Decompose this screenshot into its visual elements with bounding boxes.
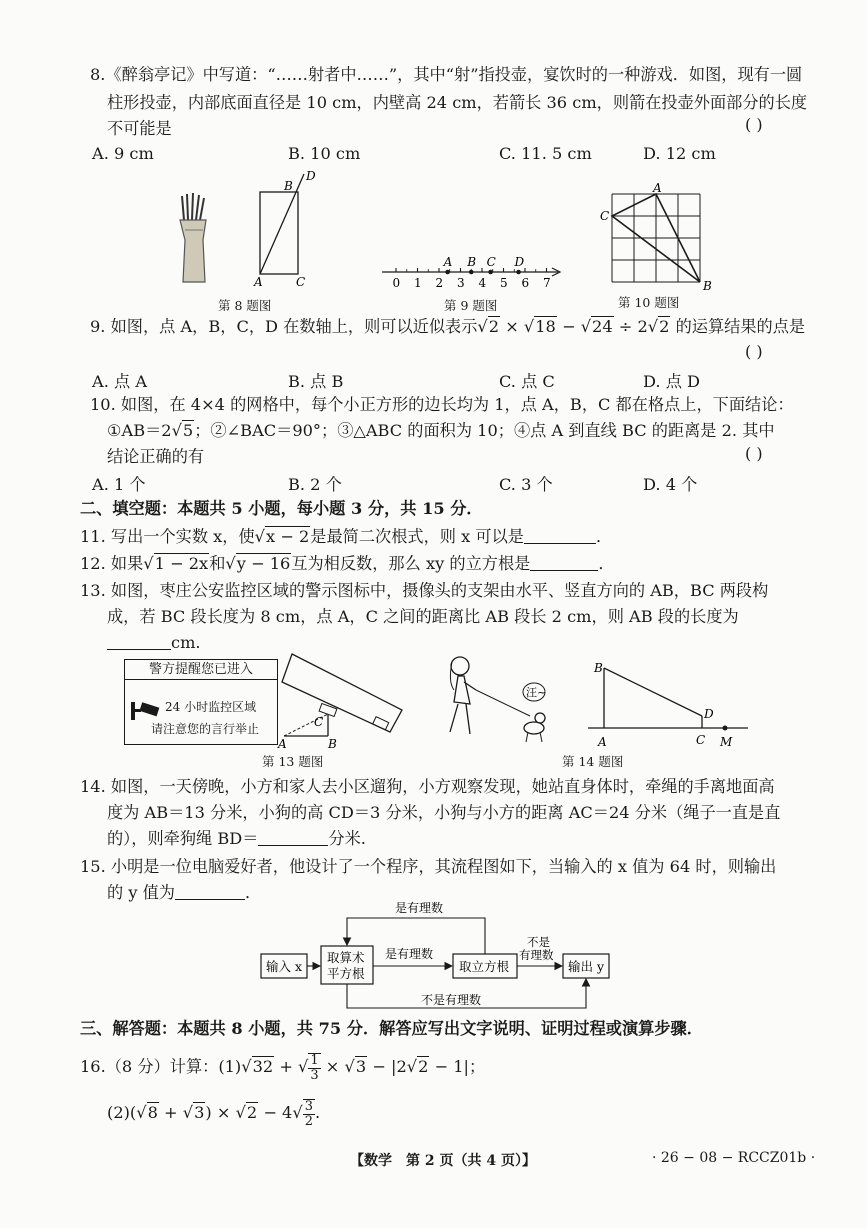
flow-output-label: 输出 y — [568, 959, 605, 974]
section-3-heading: 三、解答题：本题共 8 小题，共 75 分．解答应写出文字说明、证明过程或演算步骤． — [80, 1019, 703, 1038]
footer-code: · 26 − 08 − RCCZ01b · — [652, 1150, 816, 1166]
q16-radicand-2: 2 — [418, 1057, 429, 1076]
q16-radicand-8: 8 — [147, 1103, 158, 1122]
q10-line2-part1: ①AB＝2 — [107, 421, 172, 440]
q9-minus: − — [556, 317, 581, 336]
q14-label-m: M — [720, 735, 733, 749]
q9-text-pre: 9. 如图，点 A，B，C，D 在数轴上，则可以近似表示 — [90, 317, 478, 336]
q12-line: 12. 如果√1 − 2x和√y − 16互为相反数，那么 xy 的立方根是 ． — [80, 554, 615, 573]
q8-option-b: B. 10 cm — [288, 144, 361, 163]
q15-line2-post: ． — [245, 883, 262, 902]
q9-text-post: 的运算结果的点是 — [670, 317, 806, 336]
q16-radicand-32: 32 — [252, 1057, 274, 1076]
q13-unit: cm. — [171, 633, 201, 652]
number-line-tick-label: 2 — [435, 276, 444, 290]
q16-abs-open: − |2 — [367, 1057, 407, 1076]
number-line-point-label: B — [467, 255, 477, 269]
number-line-point — [445, 270, 450, 275]
q15-flowchart — [255, 896, 615, 1011]
q9-times: × — [500, 317, 524, 336]
q15-line1: 15. 小明是一位电脑爱好者，他设计了一个程序，其流程图如下，当输入的 x 值为 64 时，则输出 — [80, 857, 777, 876]
q16-part1: 16.（8 分）计算：(1)√32 + √ $\frac{1}{3}$ × √3 − |2√2 − 1|； — [80, 1052, 486, 1083]
q10-grid-figure — [598, 181, 712, 293]
q8-rectangle-figure — [250, 168, 325, 288]
q14-figure-caption: 第 14 题图 — [562, 754, 624, 769]
q9-radicand-2b: 2 — [659, 317, 670, 336]
q9-line1: 9. 如图，点 A，B，C，D 在数轴上，则可以近似表示√2 × √18 − √24 ÷ 2√2 的运算结果的点是 — [90, 317, 806, 336]
q14-label-c: C — [696, 733, 706, 747]
q13-warning-sign — [124, 659, 278, 745]
q16-radicand-3: 3 — [355, 1057, 367, 1076]
q14-answer-blank[interactable] — [258, 845, 328, 846]
q16-p2-times: ) × — [205, 1103, 236, 1122]
q10-line1: 10. 如图，在 4×4 的网格中，每个小正方形的边长均为 1，点 A，B，C 都在格点上，下面结论： — [90, 395, 794, 414]
q10-option-d: D. 4 个 — [643, 475, 698, 494]
q16-p2-plus: + — [158, 1103, 183, 1122]
q14-line2: 度为 AB＝13 分米，小狗的高 CD＝3 分米，小狗与小方的距离 AC＝24 分米（绳子一直是直 — [107, 803, 781, 822]
number-line-tick-label: 5 — [500, 276, 508, 290]
q9-radicand-18: 18 — [535, 317, 556, 336]
q13-answer-blank[interactable] — [107, 649, 171, 650]
q14-girl-dog-illustration — [430, 652, 560, 747]
q13-label-c: C — [314, 715, 324, 729]
q12-radicand-1: 1 − 2x — [154, 554, 209, 573]
q16-p2-open: (2)( — [107, 1103, 137, 1122]
q12-answer-blank[interactable] — [530, 570, 598, 571]
number-line-point-label: A — [443, 255, 453, 269]
q14-label-d: D — [704, 707, 714, 721]
number-line-tick-label: 1 — [414, 276, 422, 290]
q16-radicand-2c: 2 — [246, 1103, 258, 1122]
flow-mid-label: 是有理数 — [385, 947, 434, 961]
q12-text-mid: 和 — [209, 554, 226, 573]
q12-radicand-2: y − 16 — [236, 554, 291, 573]
q16-radicand-3b: 3 — [194, 1103, 205, 1122]
section-2-heading: 二、填空题：本题共 5 小题，每小题 3 分，共 15 分． — [80, 499, 483, 518]
q10-option-c: C. 3 个 — [499, 475, 553, 494]
q8-label-a: A — [254, 275, 263, 289]
q13-figure-caption: 第 13 题图 — [262, 754, 324, 769]
q10-label-b: B — [703, 279, 712, 293]
q8-label-c: C — [296, 275, 306, 289]
q16-abs-close: − 1|； — [429, 1057, 486, 1076]
q9-radicand-2: 2 — [488, 317, 500, 336]
number-line-point — [516, 270, 521, 275]
q16-frac-denominator: 3 — [310, 1067, 319, 1083]
number-line-tick-label: 7 — [543, 276, 551, 290]
q10-option-a: A. 1 个 — [92, 475, 146, 494]
q10-label-a: A — [653, 181, 662, 195]
number-line-point — [488, 270, 493, 275]
flow-sqrt-label-1: 取算术 — [327, 950, 365, 965]
q16-frac-numerator: 1 — [310, 1052, 319, 1068]
q9-option-d: D. 点 D — [643, 372, 701, 391]
q16-fraction-3-2 — [303, 1099, 315, 1129]
flow-input-label: 输入 x — [266, 959, 303, 974]
q10-option-b: B. 2 个 — [288, 475, 342, 494]
q13-sign-line1: 24 小时监控区域 — [165, 700, 257, 714]
q14-triangle-figure — [588, 660, 758, 750]
number-line-tick-label: 6 — [521, 276, 530, 290]
flow-top-label: 是有理数 — [395, 901, 444, 915]
q9-number-line — [380, 250, 565, 295]
q10-line2: ①AB＝2√5；②∠BAC＝90°；③△ABC 的面积为 10；④点 A 到直线 BC 的距离是 2. 其中 — [107, 421, 775, 440]
q16-part2: (2)(√8 + √3) × √2 − 4√ $\frac{3}{2}$ . — [107, 1098, 321, 1129]
q8-line2: 柱形投壶，内部底面直径是 10 cm，内壁高 24 cm，若箭长 36 cm，则箭在投壶外面部分的长度 — [107, 93, 808, 112]
q12-end: ． — [598, 554, 615, 573]
number-line-tick-label: 3 — [457, 276, 465, 290]
q10-answer-paren: ( ) — [745, 444, 763, 463]
q9-option-b: B. 点 B — [288, 372, 344, 391]
q11-radicand: x − 2 — [266, 527, 310, 546]
flow-bottom-label: 不是有理数 — [421, 993, 482, 1007]
q11-line: 11. 写出一个实数 x，使√x − 2是最简二次根式，则 x 可以是 ． — [80, 527, 613, 546]
flow-notrat-label-1: 不是 — [527, 935, 550, 949]
q14-line3 — [107, 828, 366, 850]
q9-option-a: A. 点 A — [92, 372, 148, 391]
q8-option-a: A. 9 cm — [92, 144, 154, 163]
q9-figure-caption: 第 9 题图 — [444, 298, 498, 313]
q9-div: ÷ 2 — [613, 317, 648, 336]
q8-answer-paren: ( ) — [745, 115, 763, 134]
flow-notrat-label-2: 有理数 — [519, 948, 554, 962]
q8-option-d: D. 12 cm — [643, 144, 716, 163]
q8-label-b: B — [284, 179, 293, 193]
q9-answer-paren: ( ) — [745, 342, 763, 361]
q16-times: × — [320, 1057, 345, 1076]
q13-camera-figure — [278, 652, 408, 752]
q10-figure-caption: 第 10 题图 — [618, 295, 680, 310]
number-line-point — [469, 270, 474, 275]
q8-line1: 8.《醉翁亭记》中写道：“……射者中……”，其中“射”指投壶，宴饮时的一种游戏．如图，现有一圆 — [90, 65, 803, 84]
q9-option-c: C. 点 C — [499, 372, 555, 391]
q10-line3: 结论正确的有 — [107, 447, 205, 466]
q12-text-post: 互为相反数，那么 xy 的立方根是 — [291, 554, 531, 573]
q14-line3-pre: 的），则牵狗绳 BD＝ — [107, 829, 259, 848]
q11-text-pre: 11. 写出一个实数 x，使 — [80, 527, 255, 546]
q11-answer-blank[interactable] — [524, 543, 596, 544]
q13-label-b: B — [328, 737, 337, 751]
q16-p2-end: . — [314, 1103, 321, 1122]
q8-line3: 不可能是 — [107, 119, 172, 138]
number-line-tick-label: 0 — [392, 276, 401, 290]
q13-label-a: A — [278, 737, 287, 751]
q13-line3 — [107, 632, 201, 654]
footer-page-info: 【数学 第 2 页（共 4 页）】 — [350, 1153, 536, 1169]
flow-sqrt-label-2: 平方根 — [327, 966, 365, 981]
q13-line1: 13. 如图，枣庄公安监控区域的警示图标中，摄像头的支架由水平、竖直方向的 AB，BC 两段构 — [80, 581, 769, 600]
q14-bark-text: 汪~ — [526, 686, 547, 699]
flow-cube-label: 取立方根 — [459, 959, 510, 974]
q15-line2 — [107, 882, 261, 904]
q14-line3-post: 分米. — [328, 829, 366, 848]
q16-p2-minus: − 4 — [258, 1103, 293, 1122]
q13-sign-title: 警方提醒您已进入 — [125, 660, 277, 680]
number-line-point-label: D — [514, 255, 525, 269]
q14-label-b: B — [594, 661, 603, 675]
q10-label-c: C — [600, 209, 610, 223]
q16-fraction-1-3 — [308, 1053, 320, 1083]
q11-text-post: 是最简二次根式，则 x 可以是 — [310, 527, 524, 546]
q8-pot-illustration — [170, 190, 220, 290]
q11-end: ． — [595, 527, 613, 546]
q14-line1: 14. 如图，一天傍晚，小方和家人去小区遛狗，小方观察发现，她站直身体时，牵绳的手离地面高 — [80, 777, 775, 796]
q12-text-pre: 12. 如果 — [80, 554, 144, 573]
q16-plus: + — [274, 1057, 299, 1076]
q16-frac2-numerator: 3 — [304, 1098, 313, 1114]
q15-line2-pre: 的 y 值为 — [107, 883, 175, 902]
q16-frac2-denominator: 2 — [304, 1113, 313, 1129]
number-line-point-label: C — [486, 255, 496, 269]
q14-label-a: A — [598, 735, 607, 749]
q13-line2: 成，若 BC 段长度为 8 cm，点 A，C 之间的距离比 AB 段长 2 cm，则 AB 段的长度为 — [107, 607, 739, 626]
q8-label-d: D — [306, 169, 316, 183]
q9-sqrt-symbol: √ — [477, 317, 488, 336]
q16-text-pre: 16.（8 分）计算：(1) — [80, 1057, 242, 1076]
q15-answer-blank[interactable] — [175, 899, 245, 900]
number-line-tick-label: 4 — [478, 276, 487, 290]
q13-sign-line2: 请注意您的言行举止 — [151, 722, 260, 736]
q10-line2-part2: ；②∠BAC＝90°；③△ABC 的面积为 10；④点 A 到直线 BC 的距离是 2. 其中 — [194, 421, 775, 440]
q8-figure-caption: 第 8 题图 — [218, 298, 272, 313]
q10-radicand-5: 5 — [182, 421, 194, 440]
q8-option-c: C. 11. 5 cm — [499, 144, 592, 163]
q9-radicand-24: 24 — [592, 317, 613, 336]
